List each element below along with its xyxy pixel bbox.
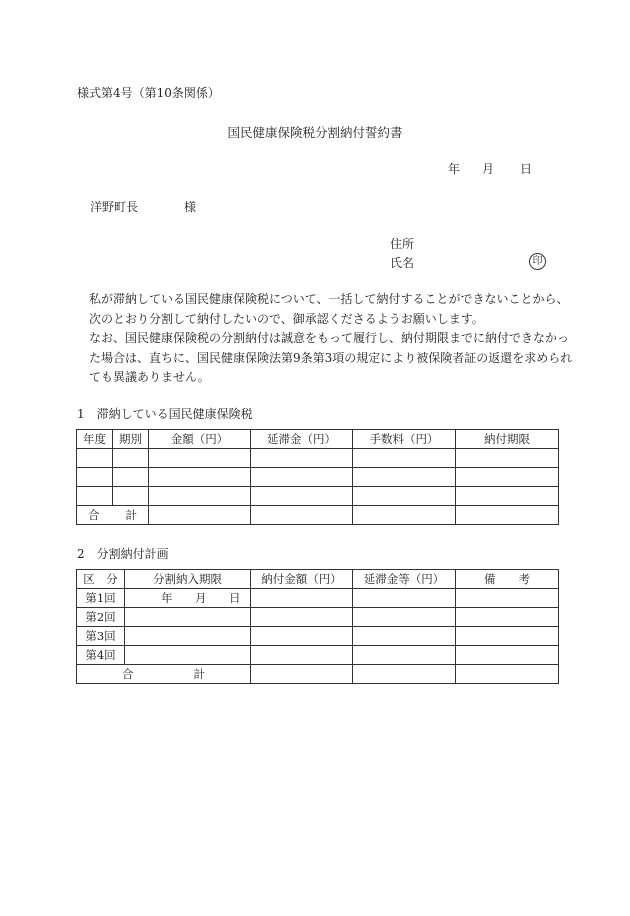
cell-late-fee[interactable] — [353, 608, 456, 627]
column-header: 区 分 — [77, 570, 125, 589]
cell-amount[interactable] — [149, 487, 251, 506]
installment-label: 第1回 — [77, 589, 125, 608]
cell-amount[interactable] — [149, 468, 251, 487]
column-header: 延滞金（円） — [251, 430, 353, 449]
date-day-label: 日 — [520, 162, 533, 176]
cell-installment-date[interactable]: 年 月 日 — [125, 589, 251, 608]
date-year-label: 年 — [448, 162, 461, 176]
cell-fee[interactable] — [353, 487, 456, 506]
cell-total-late-fee[interactable] — [251, 506, 353, 525]
arrears-table — [76, 429, 559, 525]
column-header: 延滞金等（円） — [353, 570, 456, 589]
table-row — [77, 608, 559, 627]
total-row — [77, 665, 559, 684]
cell-due-date[interactable] — [456, 487, 559, 506]
cell-installment-date[interactable] — [125, 608, 251, 627]
table-header-row — [77, 430, 559, 449]
cell-fee[interactable] — [353, 468, 456, 487]
addressee-suffix: 様 — [184, 200, 197, 214]
address-label: 住所 — [390, 237, 415, 251]
table-row — [77, 646, 559, 665]
installment-plan-table — [76, 569, 559, 684]
column-header: 納付期限 — [456, 430, 559, 449]
section-2-heading: 2 分割納付計画 — [77, 547, 169, 561]
form-number: 様式第4号（第10条関係） — [77, 86, 220, 100]
cell-late-fee[interactable] — [251, 487, 353, 506]
cell-fiscal-year[interactable] — [77, 487, 113, 506]
paragraph-1: 私が滞納している国民健康保険税について、一括して納付することができないことから、次のとおり分割して納付したいので、御承認くださるようお願いします。 — [89, 292, 569, 326]
cell-fee[interactable] — [353, 449, 456, 468]
addressee — [90, 198, 196, 215]
cell-payment-amount[interactable] — [251, 589, 353, 608]
table-row — [77, 449, 559, 468]
cell-late-fee[interactable] — [251, 449, 353, 468]
column-header: 手数料（円） — [353, 430, 456, 449]
table-row — [77, 468, 559, 487]
cell-fiscal-year[interactable] — [77, 449, 113, 468]
total-label: 合 計 — [77, 665, 251, 684]
cell-fiscal-year[interactable] — [77, 468, 113, 487]
column-header: 期別 — [113, 430, 149, 449]
installment-label: 第2回 — [77, 608, 125, 627]
column-header: 金額（円） — [149, 430, 251, 449]
cell-installment-date[interactable] — [125, 627, 251, 646]
section-1-heading: 1 滞納している国民健康保険税 — [77, 407, 253, 421]
cell-payment-amount[interactable] — [251, 608, 353, 627]
addressee-name: 洋野町長 — [90, 200, 139, 214]
cell-remarks[interactable] — [456, 608, 559, 627]
cell-due-date[interactable] — [456, 449, 559, 468]
table-header-row — [77, 570, 559, 589]
table-row — [77, 627, 559, 646]
seal-mark: 印 — [529, 253, 546, 270]
cell-period[interactable] — [113, 449, 149, 468]
cell-late-fee[interactable] — [353, 646, 456, 665]
installment-label: 第3回 — [77, 627, 125, 646]
cell-period[interactable] — [113, 468, 149, 487]
cell-period[interactable] — [113, 487, 149, 506]
paragraph-2: なお、国民健康保険税の分割納付は誠意をもって履行し、納付期限までに納付できなかった場合は、直ちに、国民健康保険法第9条第3項の規定により被保険者証の返還を求められても異議ありません。 — [89, 331, 573, 384]
table-row — [77, 487, 559, 506]
cell-payment-amount[interactable] — [251, 646, 353, 665]
column-header: 分割納入期限 — [125, 570, 251, 589]
date-month-label: 月 — [482, 162, 495, 176]
column-header: 年度 — [77, 430, 113, 449]
name-label: 氏名 — [390, 256, 415, 270]
cell-total-due-date[interactable] — [456, 506, 559, 525]
cell-payment-amount[interactable] — [251, 627, 353, 646]
installment-label: 第4回 — [77, 646, 125, 665]
date-line — [448, 160, 532, 177]
total-row — [77, 506, 559, 525]
cell-installment-date[interactable] — [125, 646, 251, 665]
cell-late-fee[interactable] — [251, 468, 353, 487]
total-label: 合 計 — [77, 506, 149, 525]
cell-total-remarks[interactable] — [456, 665, 559, 684]
cell-amount[interactable] — [149, 449, 251, 468]
column-header: 納付金額（円） — [251, 570, 353, 589]
cell-remarks[interactable] — [456, 646, 559, 665]
table-row — [77, 589, 559, 608]
cell-total-amount[interactable] — [149, 506, 251, 525]
cell-late-fee[interactable] — [353, 589, 456, 608]
cell-total-fee[interactable] — [353, 506, 456, 525]
cell-remarks[interactable] — [456, 589, 559, 608]
cell-late-fee[interactable] — [353, 627, 456, 646]
cell-total-payment[interactable] — [251, 665, 353, 684]
cell-due-date[interactable] — [456, 468, 559, 487]
document-title: 国民健康保険税分割納付誓約書 — [227, 125, 403, 140]
cell-total-late-fee[interactable] — [353, 665, 456, 684]
column-header: 備 考 — [456, 570, 559, 589]
cell-remarks[interactable] — [456, 627, 559, 646]
